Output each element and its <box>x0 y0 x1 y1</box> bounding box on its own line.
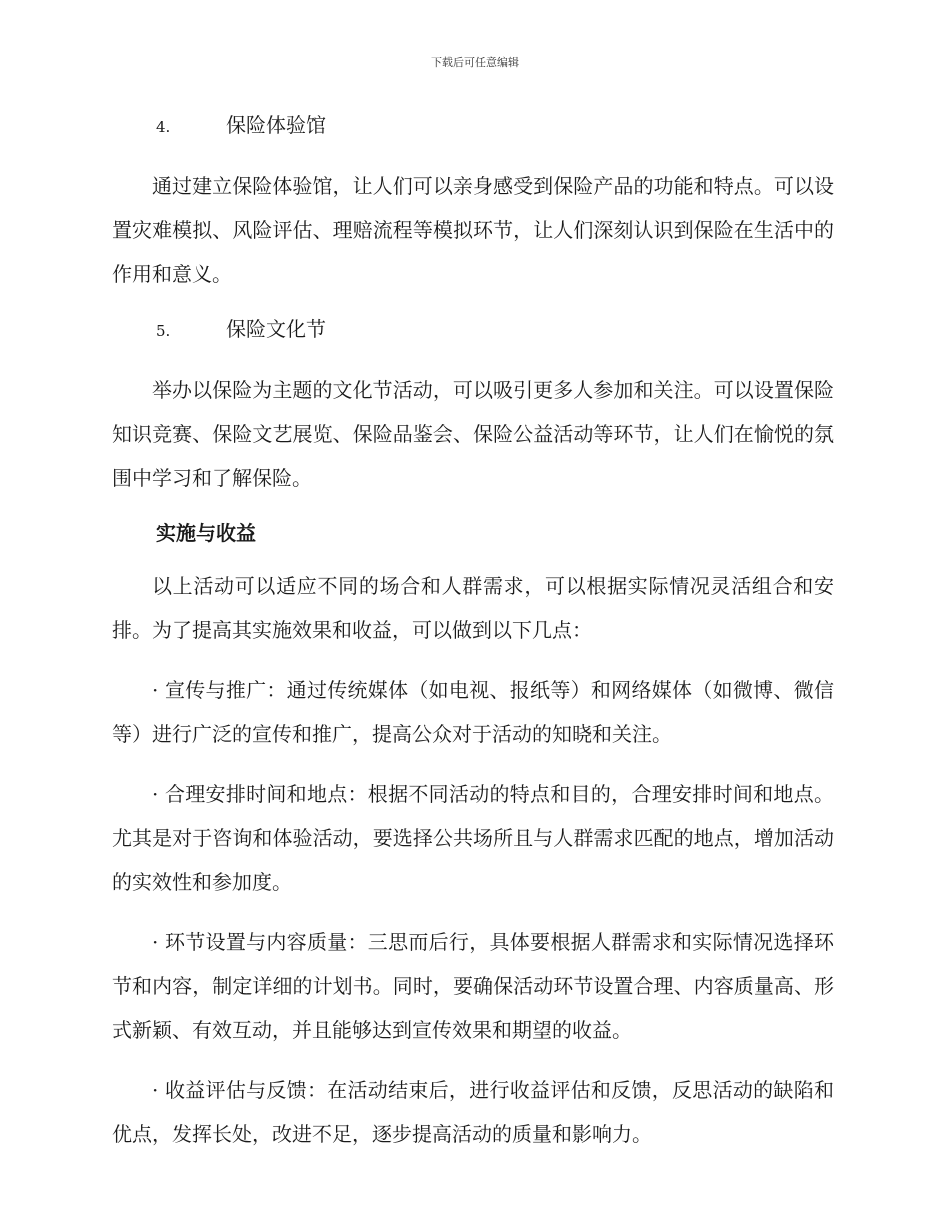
item-heading-4 <box>112 108 834 144</box>
item-heading-5 <box>112 312 834 348</box>
item-number: 5. <box>156 322 171 340</box>
bullet-evaluation: · 收益评估与反馈：在活动结束后，进行收益评估和反馈，反思活动的缺陷和优点，发挥长处，改进不足，逐步提高活动的质量和影响力。 <box>112 1078 834 1146</box>
item-body-5: 举办以保险为主题的文化节活动，可以吸引更多人参加和关注。可以设置保险知识竞赛、保险文艺展览、保险品鉴会、保险公益活动等环节，让人们在愉悦的氛围中学习和了解保险。 <box>112 378 834 490</box>
bullet-content-quality: · 环节设置与内容质量：三思而后行，具体要根据人群需求和实际情况选择环节和内容，制定详细的计划书。同时，要确保活动环节设置合理、内容质量高、形式新颖、有效互动，并且能够达到宣传效果和期望的收益。 <box>112 930 834 1042</box>
item-number: 4. <box>156 118 171 136</box>
section-intro: 以上活动可以适应不同的场合和人群需求，可以根据实际情况灵活组合和安排。为了提高其实施效果和收益，可以做到以下几点： <box>112 574 834 642</box>
document-body <box>112 108 834 1172</box>
bullet-promotion: · 宣传与推广：通过传统媒体（如电视、报纸等）和网络媒体（如微博、微信等）进行广泛的宣传和推广，提高公众对于活动的知晓和关注。 <box>112 678 834 746</box>
section-title: 实施与收益 <box>156 521 256 545</box>
item-title: 保险体验馆 <box>226 113 326 137</box>
item-body-4: 通过建立保险体验馆，让人们可以亲身感受到保险产品的功能和特点。可以设置灾难模拟、风险评估、理赔流程等模拟环节，让人们深刻认识到保险在生活中的作用和意义。 <box>112 174 834 286</box>
item-title: 保险文化节 <box>226 317 326 341</box>
page-header: 下载后可任意编辑 <box>431 56 519 69</box>
bullet-time-place: · 合理安排时间和地点：根据不同活动的特点和目的，合理安排时间和地点。尤其是对于咨询和体验活动，要选择公共场所且与人群需求匹配的地点，增加活动的实效性和参加度。 <box>112 782 834 894</box>
